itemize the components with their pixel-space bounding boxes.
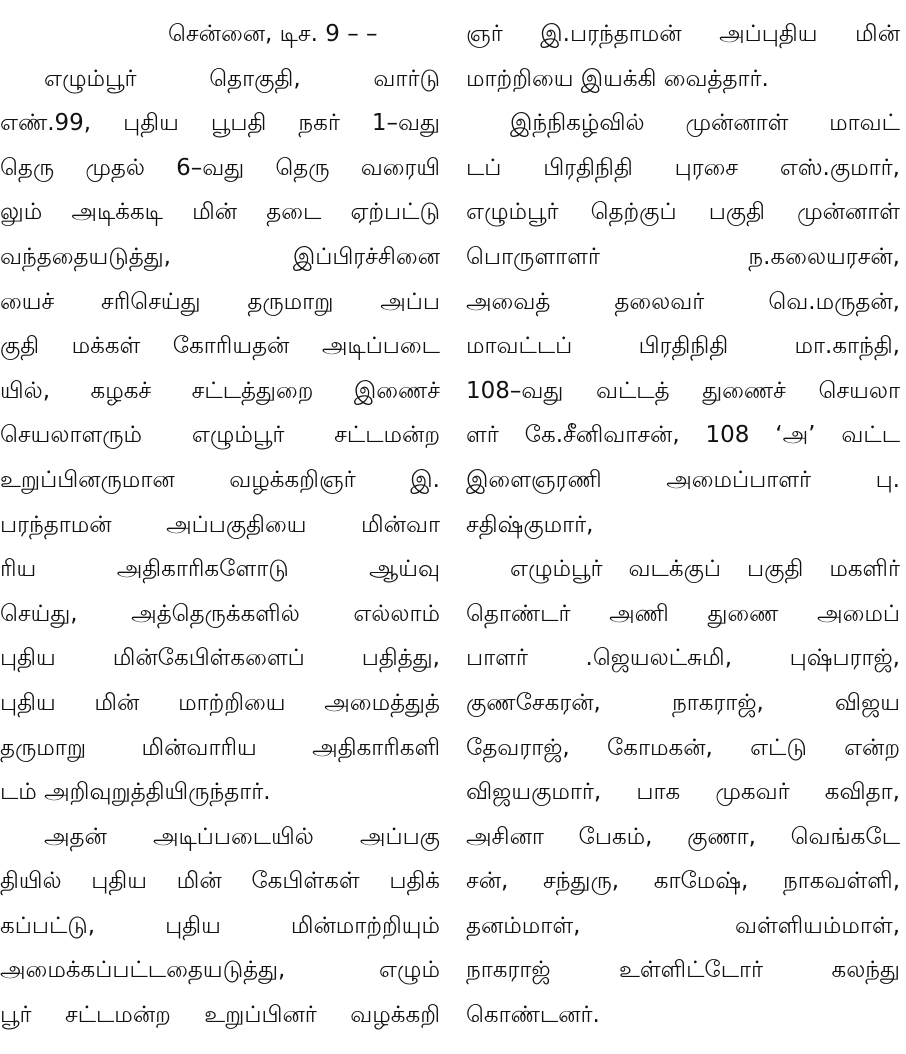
paragraph-line: அமைக்கப்பட்டதையடுத்து, எழும்	[0, 957, 440, 984]
paragraph-line: எழும்பூர் வடக்குப் பகுதி மகளிர்	[510, 556, 900, 583]
paragraph-line: 108–வது வட்டத் துணைச் செயலா	[466, 377, 900, 404]
paragraph-line: மாவட்டப் பிரதிநிதி மா.காந்தி,	[466, 333, 900, 360]
paragraph-line: அசினா பேகம், குணா, வெங்கடே	[466, 823, 900, 850]
paragraph-line: யில், கழகச் சட்டத்துறை இணைச்	[0, 377, 440, 404]
paragraph-line: வந்ததையடுத்து, இப்பிரச்சினை	[0, 243, 440, 270]
paragraph-line: சன், சந்துரு, காமேஷ், நாகவள்ளி,	[466, 868, 900, 895]
paragraph-line: தனம்மாள், வள்ளியம்மாள்,	[466, 912, 900, 939]
paragraph-line: இளைஞரணி அமைப்பாளர் பு.	[466, 466, 900, 493]
paragraph-line: ரிய அதிகாரிகளோடு ஆய்வு	[0, 556, 440, 583]
paragraph-line: குணசேகரன், நாகராஜ், விஜய	[466, 689, 900, 716]
paragraph-line: சதிஷ்குமார்,	[466, 511, 594, 538]
paragraph-line: தருமாறு மின்வாரிய அதிகாரிகளி	[0, 734, 440, 761]
paragraph-line: பூர் சட்டமன்ற உறுப்பினர் வழக்கறி	[0, 1002, 440, 1029]
paragraph-line: தியில் புதிய மின் கேபிள்கள் பதிக்	[0, 868, 440, 895]
paragraph-line: எண்.99, புதிய பூபதி நகர் 1–வது	[0, 110, 440, 137]
paragraph-line: விஜயகுமார், பாக முகவர் கவிதா,	[466, 779, 900, 806]
paragraph-line: தேவராஜ், கோமகன், எட்டு என்ற	[466, 734, 900, 761]
paragraph-line: ஞர் இ.பரந்தாமன் அப்புதிய மின்	[466, 21, 900, 47]
paragraph-line: செயலாளரும் எழும்பூர் சட்டமன்ற	[0, 422, 440, 449]
paragraph-line: பாளர் .ஜெயலட்சுமி, புஷ்பராஜ்,	[466, 645, 900, 672]
paragraph-line: தெரு முதல் 6–வது தெரு வரையி	[0, 154, 440, 181]
paragraph-line: யைச் சரிசெய்து தருமாறு அப்ப	[0, 288, 440, 315]
paragraph-line: புதிய மின் மாற்றியை அமைத்துத்	[0, 689, 440, 716]
paragraph-line: ளர் கே.சீனிவாசன், 108 ‘அ’ வட்ட	[466, 422, 900, 449]
paragraph-line: டம் அறிவுறுத்தியிருந்தார்.	[0, 779, 271, 806]
paragraph-line: செய்து, அத்தெருக்களில் எல்லாம்	[0, 600, 440, 627]
paragraph-line: புதிய மின்கேபிள்களைப் பதித்து,	[0, 645, 440, 672]
article-column-right	[466, 12, 900, 1038]
paragraph-line: தொண்டர் அணி துணை அமைப்	[466, 600, 900, 627]
dateline: சென்னை, டிச. 9 – –	[168, 21, 378, 47]
paragraph-line: எழும்பூர் தொகுதி, வார்டு	[44, 65, 440, 92]
paragraph-line: பொருளாளர் ந.கலையரசன்,	[466, 243, 900, 270]
paragraph-line: அவைத் தலைவர் வெ.மருதன்,	[466, 288, 900, 315]
paragraph-line: லும் அடிக்கடி மின் தடை ஏற்பட்டு	[0, 199, 440, 226]
paragraph-line: குதி மக்கள் கோரியதன் அடிப்படை	[0, 333, 440, 360]
paragraph-line: பரந்தாமன் அப்பகுதியை மின்வா	[0, 511, 440, 538]
paragraph-line: கொண்டனர்.	[466, 1002, 600, 1029]
paragraph-line: டப் பிரதிநிதி புரசை எஸ்.குமார்,	[466, 154, 900, 181]
paragraph-line: நாகராஜ் உள்ளிட்டோர் கலந்து	[466, 957, 900, 984]
paragraph-line: அதன் அடிப்படையில் அப்பகு	[44, 823, 440, 850]
paragraph-line: உறுப்பினருமான வழக்கறிஞர் இ.	[0, 466, 440, 493]
paragraph-line: கப்பட்டு, புதிய மின்மாற்றியும்	[0, 912, 440, 939]
paragraph-line: மாற்றியை இயக்கி வைத்தார்.	[466, 65, 769, 92]
article-column-left	[0, 12, 440, 1038]
paragraph-line: எழும்பூர் தெற்குப் பகுதி முன்னாள்	[466, 199, 900, 226]
paragraph-line: இந்நிகழ்வில் முன்னாள் மாவட்	[510, 110, 900, 137]
